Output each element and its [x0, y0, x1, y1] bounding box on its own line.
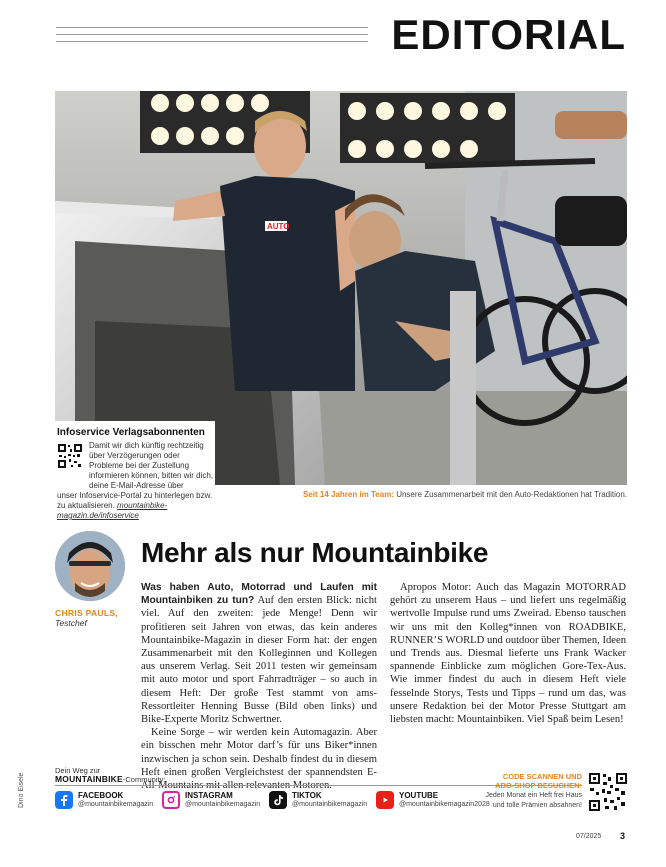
author-role: Testchef — [55, 618, 87, 628]
social-links — [55, 789, 525, 811]
page-number: 3 — [620, 831, 626, 841]
youtube-icon — [376, 791, 394, 809]
brand-name: MOUNTAINBIKE — [55, 774, 123, 784]
article-paragraph-1: Auf den ersten Blick: nicht viel. Auf den zweiten: jede Menge! Denn wir profitieren seit Jahren von etwas, das kein anderes Mountainbike-Magazin in dieser Form hat: der engen Zusammenarbeit mit den Kolleginnen und Kollegen aus unserem Verlag. Seit 2011 testen wir gemeinsam mit auto motor und sport Fahrradträger – so auch in diesem Heft: Der große Test stammt von ams-Ressortleiter Henning Busse (Bild oben links) und Bike-Experte Moritz Schwertner. — [141, 595, 377, 726]
tiktok-icon — [269, 791, 287, 809]
social-youtube[interactable]: YOUTUBE @mountainbikemagazin2028 — [376, 789, 516, 811]
caption-text: Unsere Zusammenarbeit mit den Auto-Redaktionen hat Tradition. — [393, 490, 627, 499]
infoservice-text: Damit wir dich künftig rechtzeitig über Verzögerungen oder Probleme bei der Zustellung informieren können, bitten wir dich, deine E-Mail-Adresse über — [89, 441, 214, 490]
infoservice-title: Infoservice Verlagsabonnenten — [57, 427, 205, 438]
facebook-icon — [55, 791, 73, 809]
article-column-2 — [390, 581, 626, 726]
article-paragraph-3: Apropos Motor: Auch das Magazin MOTORRAD gehört zu unserem Haus – und liefert uns regelmäßig wertvolle Impulse rund ums Zweirad. Ebenso tauschen wir uns mit den Kolleg*innen von ROADBIKE, RUNNER’S WORLD und outdoor über Themen, Ideen und Trends aus. Diesmal lieferte uns Frank Wacker spannende Einblicke zum möglichen Gore-Tex-Aus. Wie immer findest du auch in diesem Heft viele fesselnde Storys, Tests und Tipps – rund um das, was unsere Redaktion bei der Motor Presse Stuttgart am liebsten macht: Mountainbiken. Viel Spaß beim Lesen! — [390, 582, 626, 726]
header-rules — [56, 27, 368, 43]
article-column-1 — [141, 581, 377, 792]
shirt-logo: AUTO — [267, 222, 290, 231]
article-paragraph-2: Keine Sorge – wir werden kein Automagazin. Aber ein bisschen mehr Motor darf’s für uns Biker*innen inzwischen ja schon sein. Deshalb findest du in diesem Heft einen großen Vergleichstest der spannendsten E- — [141, 727, 377, 778]
instagram-icon — [162, 791, 180, 809]
photo-caption — [300, 490, 627, 499]
author-avatar — [55, 531, 125, 601]
social-instagram[interactable]: INSTAGRAM @mountainbikemagazin — [162, 789, 269, 811]
infoservice-text-cont: unser Infoservice-Portal zu hinterlegen bzw. zu aktualisieren. mountainbike-magazin.de/infoservice — [57, 491, 213, 520]
section-title: EDITORIAL — [391, 11, 626, 58]
social-tiktok[interactable]: TIKTOK @mountainbikemagazin — [269, 789, 376, 811]
abo-shop-promo: CODE SCANNEN UND ABO-SHOP BESUCHEN: Jeden Monat ein Heft frei Haus und tolle Prämien absahnen! — [485, 772, 582, 809]
article-headline: Mehr als nur Mountainbike — [141, 537, 489, 568]
infoservice-link[interactable]: mountainbike-magazin.de/infoservice — [57, 501, 168, 520]
qr-code-icon[interactable] — [57, 443, 83, 469]
social-facebook[interactable]: FACEBOOK @mountainbikemagazin — [55, 789, 162, 811]
issue-number: 07/2025 — [576, 833, 602, 840]
caption-lead: Seit 14 Jahren im Team: — [302, 490, 394, 499]
infoservice-box — [55, 421, 215, 520]
author-name: CHRIS PAULS, — [55, 608, 118, 618]
community-label: Dein Weg zur MOUNTAINBIKE-Community: — [55, 766, 166, 784]
article-lead: Was haben Auto, Motorrad und Laufen mit Mountainbiken zu tun? — [141, 582, 377, 607]
photo-credit: Dino Eisele — [18, 772, 25, 808]
abo-shop-qr-code-icon[interactable] — [588, 772, 628, 812]
